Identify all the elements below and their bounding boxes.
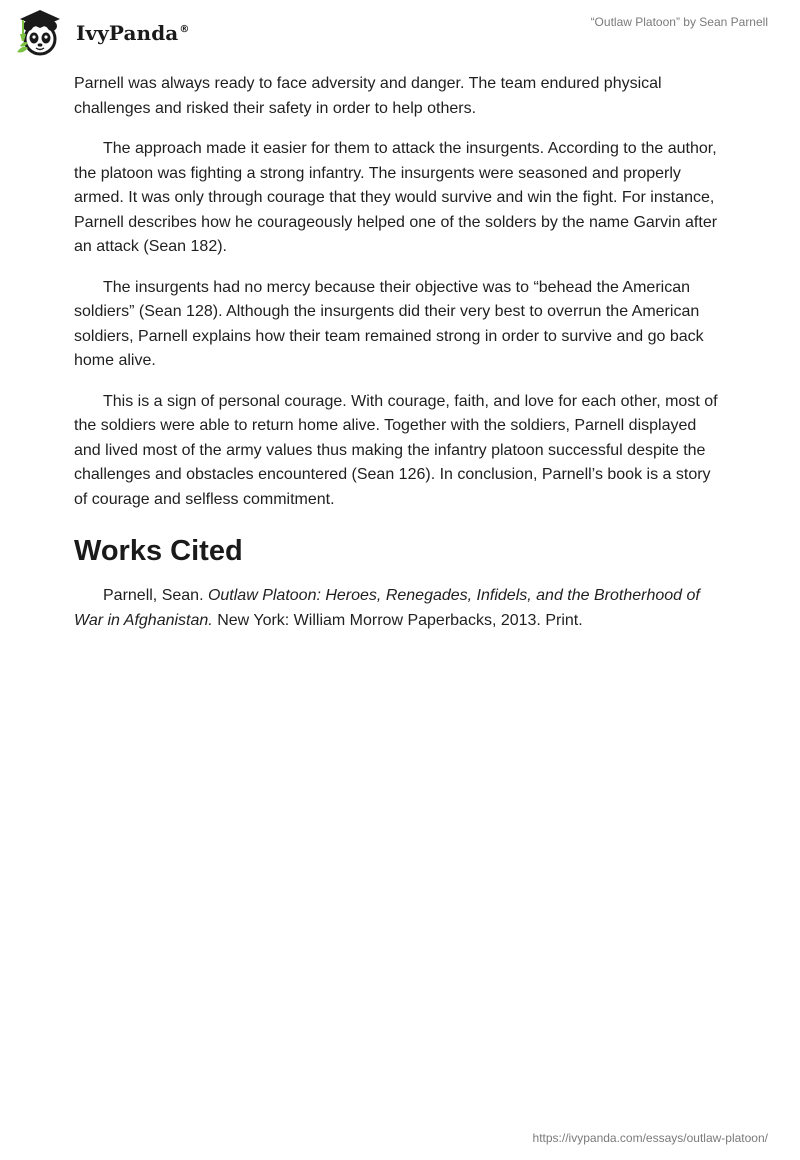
ivypanda-logo[interactable] (14, 8, 189, 58)
source-url[interactable]: https://ivypanda.com/essays/outlaw-platoon/ (532, 1131, 768, 1145)
panda-graduation-cap-icon (14, 8, 72, 58)
body-paragraph: The insurgents had no mercy because their objective was to “behead the American soldiers” (Sean 128). Although the insurgents did their very best to overrun the American soldiers, Parnell explains how their team remained strong in order to survive and go back home alive. (74, 278, 704, 369)
citation-title: Outlaw Platoon: Heroes, Renegades, Infidels, and the Brotherhood of War in Afghanistan. (74, 587, 700, 629)
body-paragraph: Parnell was always ready to face adversity and danger. The team endured physical challenges and risked their safety in order to help others. (74, 75, 662, 117)
brand-name: IvyPanda® (76, 21, 190, 45)
works-cited-heading: Works Cited (74, 535, 243, 567)
essay-content (74, 72, 726, 633)
body-paragraph: This is a sign of personal courage. With courage, faith, and love for each other, most of the soldiers were able to return home alive. Together with the soldiers, Parnell displayed and lived most of the army values thus making the infantry platoon successful despite the challenges and obstacles encountered (Sean 126). In conclusion, Parnell’s book is a story of courage and selfless commitment. (74, 392, 718, 508)
registered-mark: ® (179, 24, 190, 36)
citation-entry (74, 584, 726, 633)
body-paragraph: The approach made it easier for them to attack the insurgents. According to the author, the platoon was fighting a strong infantry. The insurgents were seasoned and properly armed. It was only through courage that they would survive and win the fight. For instance, Parnell describes how he courageously helped one of the solders by the name Garvin after an attack (Sean 182). (74, 140, 718, 255)
running-header-title: “Outlaw Platoon” by Sean Parnell (590, 15, 768, 29)
citation-publication: New York: William Morrow Paperbacks, 2013. Print. (212, 611, 583, 629)
citation-author: Parnell, Sean. (103, 587, 208, 604)
